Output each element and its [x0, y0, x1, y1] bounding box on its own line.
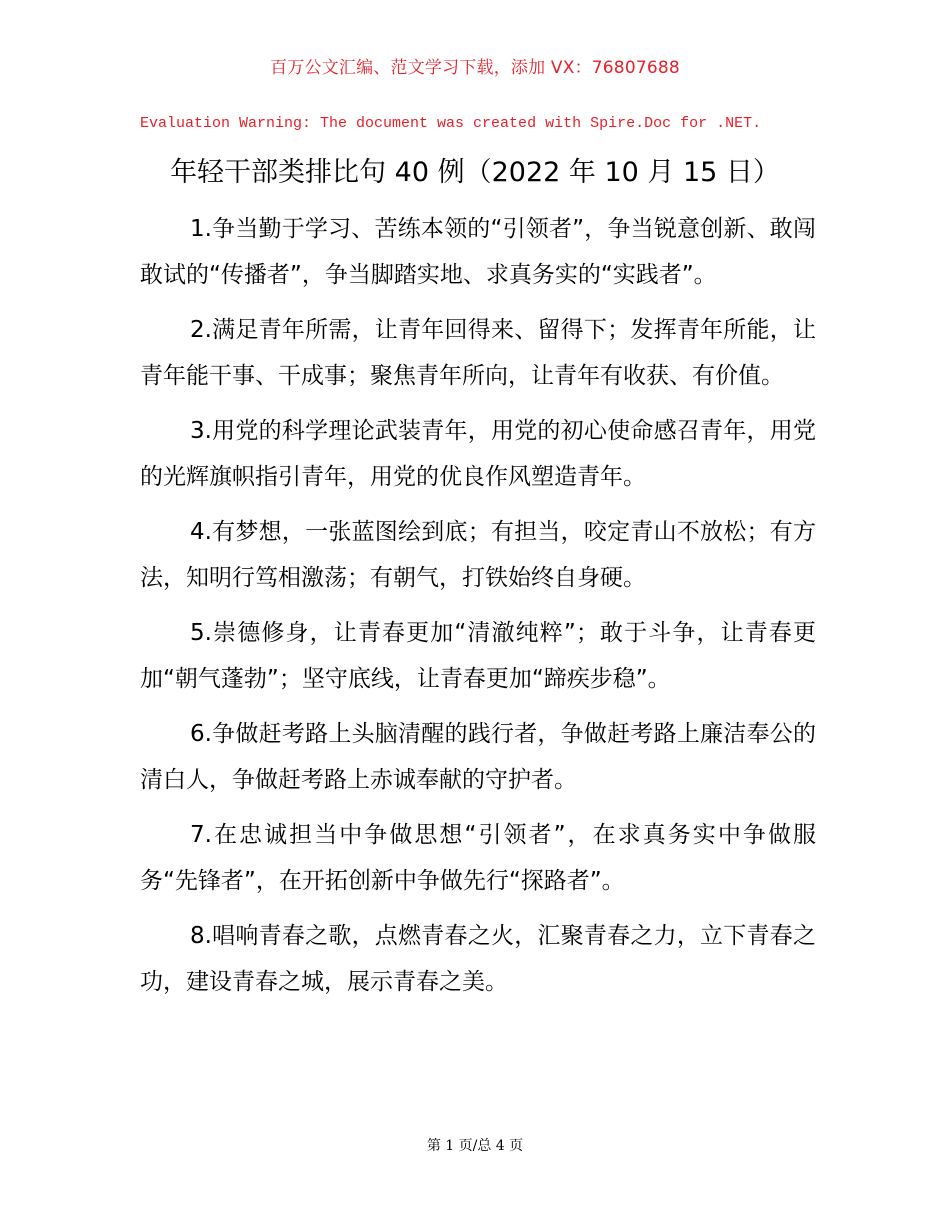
document-body — [140, 206, 816, 1014]
paragraph-3: 3.用党的科学理论武装青年，用党的初心使命感召青年，用党的光辉旗帜指引青年，用党的优良作风塑造青年。 — [140, 418, 816, 490]
promo-header: 百万公文汇编、范文学习下载，添加 VX：76807688 — [270, 58, 680, 78]
page-number-footer: 第 1 页/总 4 页 — [426, 1138, 524, 1154]
paragraph-7: 7.在忠诚担当中争做思想“引领者”，在求真务实中争做服务“先锋者”，在开拓创新中争做先行“探路者”。 — [140, 822, 816, 894]
paragraph-6: 6.争做赶考路上头脑清醒的践行者，争做赶考路上廉洁奉公的清白人，争做赶考路上赤诚奉献的守护者。 — [140, 721, 816, 793]
paragraph-4: 4.有梦想，一张蓝图绘到底；有担当，咬定青山不放松；有方法，知明行笃相激荡；有朝气，打铁始终自身硬。 — [140, 519, 816, 591]
paragraph-2: 2.满足青年所需，让青年回得来、留得下；发挥青年所能，让青年能干事、干成事；聚焦青年所向，让青年有收获、有价值。 — [140, 317, 816, 389]
paragraph-1: 1.争当勤于学习、苦练本领的“引领者”，争当锐意创新、敢闯敢试的“传播者”，争当脚踏实地、求真务实的“实践者”。 — [140, 216, 816, 288]
paragraph-8: 8.唱响青春之歌，点燃青春之火，汇聚青春之力，立下青春之功，建设青春之城，展示青春之美。 — [140, 923, 816, 995]
document-title: 年轻干部类排比句 40 例（2022 年 10 月 15 日） — [170, 157, 780, 188]
paragraph-5: 5.崇德修身，让青春更加“清澈纯粹”；敢于斗争，让青春更加“朝气蓬勃”；坚守底线，让青春更加“蹄疾步稳”。 — [140, 620, 816, 692]
evaluation-warning: Evaluation Warning: The document was created with Spire.Doc for .NET. — [140, 115, 762, 132]
